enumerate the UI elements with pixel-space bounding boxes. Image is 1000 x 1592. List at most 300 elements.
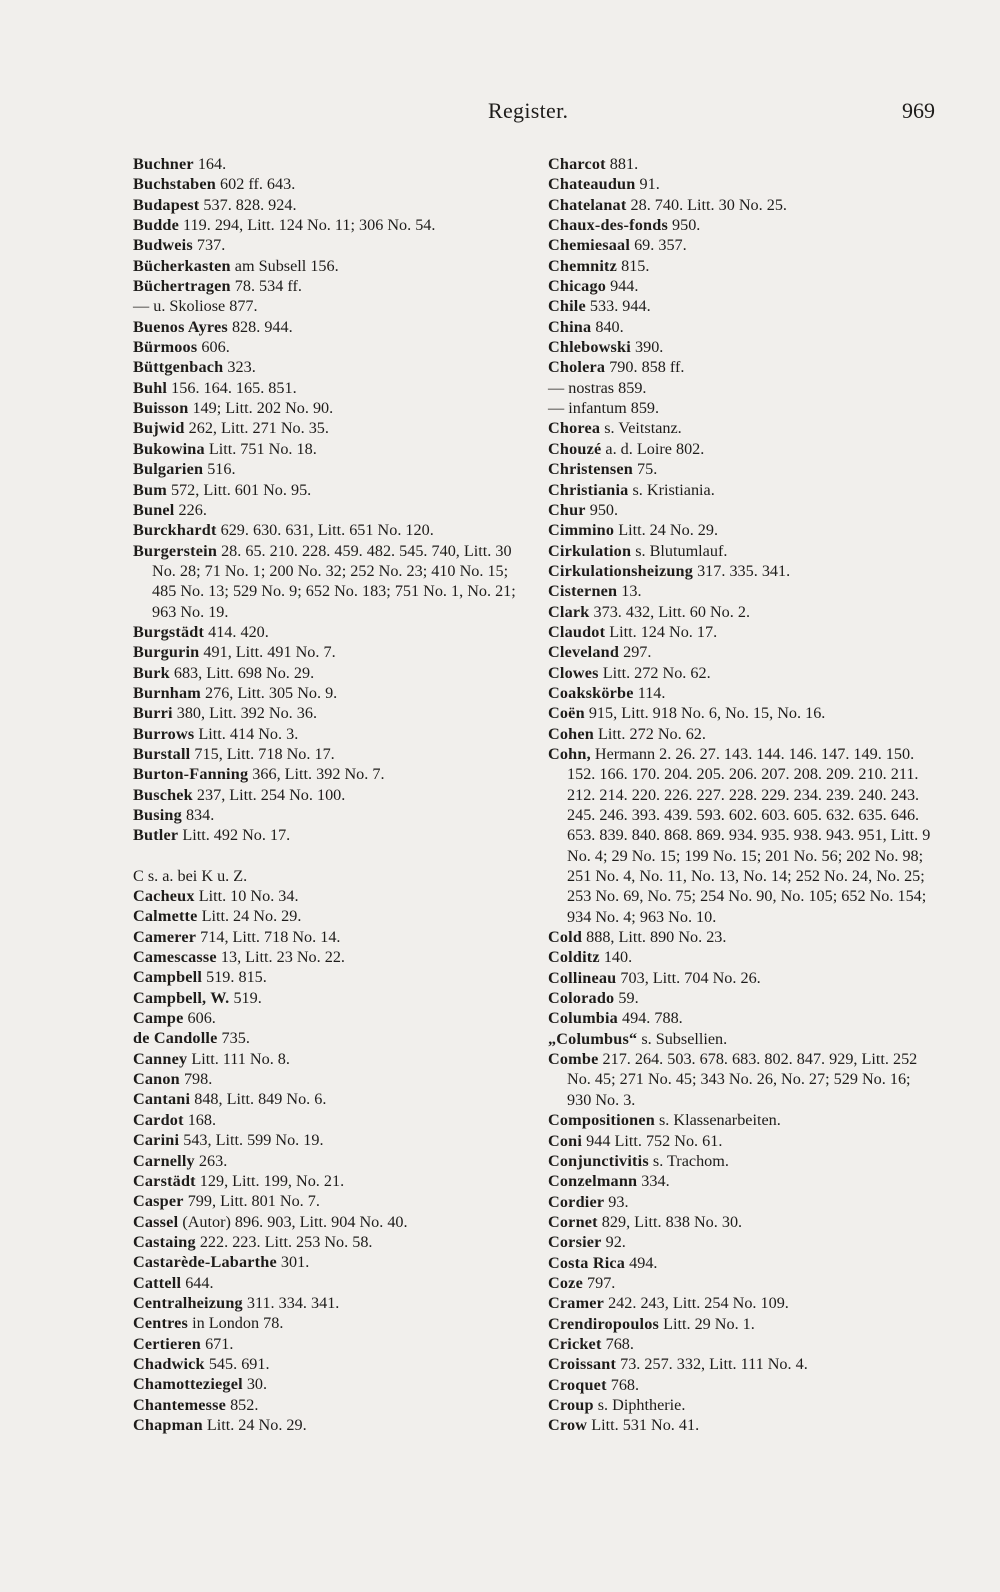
index-entry-references: 519. 815. [202, 968, 267, 987]
index-entry-references: 840. [591, 317, 624, 336]
index-entry [133, 1008, 518, 1028]
index-entry-references: 262, Litt. 271 No. 35. [184, 419, 329, 438]
index-entry [133, 866, 518, 886]
index-entry-references: 683, Litt. 698 No. 29. [169, 663, 315, 682]
index-entry [548, 622, 933, 642]
index-entry-headword: Cleveland [548, 643, 620, 662]
index-entry-references: 222. 223. Litt. 253 No. 58. [195, 1232, 373, 1251]
index-entry-references: 114. [633, 683, 666, 702]
index-entry-headword: Bulgarien [133, 460, 204, 479]
index-entry-headword: Bukowina [133, 439, 205, 458]
index-entry-references: 852. [226, 1395, 259, 1414]
index-entry [133, 663, 518, 683]
page-number: 969 [902, 98, 935, 123]
index-entry-references: 944. [606, 277, 639, 296]
index-entry [548, 1273, 933, 1293]
index-entry [548, 418, 933, 438]
index-entry [133, 174, 518, 194]
index-entry-references: 92. [601, 1233, 626, 1252]
index-entry-headword: Croissant [548, 1355, 617, 1374]
index-entry-references: s. Kristiania. [628, 480, 715, 499]
index-entry [133, 764, 518, 784]
index-entry-references: 73. 257. 332, Litt. 111 No. 4. [616, 1355, 808, 1374]
index-entry-references: C s. a. bei K u. Z. [133, 866, 248, 885]
index-entry-references: 78. 534 ff. [230, 277, 302, 296]
page-header [0, 98, 1000, 128]
index-entry-headword: Budweis [133, 236, 193, 255]
index-entry [133, 1354, 518, 1374]
index-entry-references: 815. [617, 256, 650, 275]
index-entry [548, 1131, 933, 1151]
index-entry-references: 263. [194, 1151, 228, 1170]
index-entry [548, 1293, 933, 1313]
index-entry [133, 1110, 518, 1130]
index-entry-headword: Bum [133, 480, 167, 499]
index-entry-references: 13. [617, 582, 642, 601]
index-entry-headword: Centres [133, 1314, 189, 1333]
index-entry-references: 798. [179, 1070, 213, 1089]
index-entry-headword: Conjunctivitis [548, 1151, 649, 1170]
index-entry-references: 602 ff. 643. [215, 175, 296, 194]
index-entry-headword: Chicago [548, 277, 607, 296]
index-entry-headword: Chateaudun [548, 175, 636, 194]
index-entry [133, 1191, 518, 1211]
index-entry-headword: Castaing [133, 1232, 196, 1251]
index-entry-headword: Collineau [548, 968, 617, 987]
index-entry-references: 768. [601, 1334, 634, 1353]
index-entry-references: 494. [625, 1253, 658, 1272]
index-entry [548, 276, 933, 296]
index-entry [133, 1293, 518, 1313]
index-entry-references: Litt. 24 No. 29. [202, 1415, 307, 1434]
index-entry-references: 714, Litt. 718 No. 14. [196, 927, 341, 946]
index-entry-headword: Cholera [548, 358, 606, 377]
index-entry-references: in London 78. [188, 1314, 284, 1333]
index-entry-references: 888, Litt. 890 No. 23. [582, 928, 727, 947]
index-entry-headword: Coni [548, 1131, 583, 1150]
index-entry-references: Litt. 751 No. 18. [204, 439, 317, 458]
index-entry-references: 790. 858 ff. [605, 358, 685, 377]
index-entry-headword: Büttgenbach [133, 358, 224, 377]
index-entry [133, 703, 518, 723]
index-entry-references: 390. [630, 338, 664, 357]
index-entry-headword: Compositionen [548, 1111, 655, 1130]
index-entry-headword: Budapest [133, 195, 200, 214]
index-entry-headword: Chatelanat [548, 195, 627, 214]
index-entry-references: Litt. 414 No. 3. [194, 724, 299, 743]
index-entry-headword: Centralheizung [133, 1293, 243, 1312]
index-entry-references: Litt. 29 No. 1. [659, 1314, 755, 1333]
index-entry [548, 1151, 933, 1171]
index-entry [133, 622, 518, 642]
index-entry [548, 1354, 933, 1374]
index-entry [548, 195, 933, 215]
index-entry-headword: Campe [133, 1009, 184, 1028]
index-entry [133, 337, 518, 357]
index-entry [133, 195, 518, 215]
index-entry-references: — u. Skoliose 877. [133, 297, 258, 316]
index-entry [133, 825, 518, 845]
index-entry-references: Litt. 272 No. 62. [598, 663, 711, 682]
index-entry-references: 543, Litt. 599 No. 19. [179, 1131, 324, 1150]
index-entry-headword: Cimmino [548, 521, 615, 540]
index-entry [133, 418, 518, 438]
index-entry-references: s. Diphtherie. [593, 1395, 686, 1414]
index-entry-headword: Cacheux [133, 887, 195, 906]
index-entry-references: 242. 243, Litt. 254 No. 109. [604, 1294, 789, 1313]
index-entry-headword: Chile [548, 297, 586, 316]
index-entry [133, 1252, 518, 1272]
index-entry-headword: Burgerstein [133, 541, 218, 560]
index-entry-headword: Croquet [548, 1375, 607, 1394]
index-entry [548, 256, 933, 276]
index-entry [133, 357, 518, 377]
index-entry-references: 671. [201, 1334, 234, 1353]
index-entry-headword: Budde [133, 216, 179, 235]
index-entry [548, 724, 933, 744]
index-entry-references: 168. [183, 1110, 217, 1129]
index-entry-headword: Colditz [548, 948, 600, 967]
index-entry-references: Litt. 531 No. 41. [587, 1416, 700, 1435]
index-entry-headword: Buchner [133, 155, 194, 173]
index-entry-references: 373. 432, Litt. 60 No. 2. [589, 602, 750, 621]
index-entry-references: 414. 420. [204, 622, 269, 641]
index-entry-headword: Bujwid [133, 419, 185, 438]
index-entry [548, 561, 933, 581]
index-entry-references: 28. 65. 210. 228. 459. 482. 545. 740, Litt. 30 No. 28; 71 No. 1; 200 No. 32; 252 No. 23; 410 No. 15; 485 No. 13; 529 No. 9; 652 No. 183; 751 No. 1, No. 21; 963 No. 19. [152, 541, 516, 621]
index-entry-references: am Subsell 156. [230, 256, 339, 275]
index-entry-headword: Bunel [133, 500, 175, 519]
index-entry-references: Litt. 10 No. 34. [194, 887, 299, 906]
index-entry [133, 541, 518, 622]
index-entry-headword: Carini [133, 1131, 180, 1150]
index-entry-references: 797. [582, 1273, 616, 1292]
index-entry-references: 119. 294, Litt. 124 No. 11; 306 No. 54. [179, 216, 436, 235]
index-entry-references: 13, Litt. 23 No. 22. [216, 948, 345, 967]
index-entry-headword: Coze [548, 1273, 583, 1292]
index-entry-headword: Chouzé [548, 439, 602, 458]
index-entry [133, 500, 518, 520]
index-entry [548, 1375, 933, 1395]
index-entry-references: 915, Litt. 918 No. 6, No. 15, No. 16. [584, 704, 826, 723]
index-entry [133, 988, 518, 1008]
index-entry [548, 337, 933, 357]
index-entry-references: 140. [599, 948, 633, 967]
index-entry [548, 541, 933, 561]
index-entry-references: 950. [585, 500, 619, 519]
index-entry-references: 311. 334. 341. [242, 1293, 340, 1312]
index-entry-headword: Burrows [133, 724, 195, 743]
index-entry [548, 1314, 933, 1334]
index-entry-headword: Christensen [548, 460, 633, 479]
index-entry [548, 1334, 933, 1354]
index-entry [133, 947, 518, 967]
index-entry-references: 606. [183, 1009, 216, 1028]
index-entry [133, 154, 518, 174]
index-entry-headword: Buisson [133, 399, 189, 418]
index-entry [133, 1089, 518, 1109]
index-entry-references: 91. [635, 175, 660, 194]
index-entry [133, 296, 518, 316]
index-entry-references: 644. [181, 1273, 214, 1292]
index-entry-headword: Canon [133, 1070, 180, 1089]
index-entry-headword: Camescasse [133, 948, 217, 967]
index-entry-headword: Butler [133, 826, 179, 845]
index-entry [548, 1192, 933, 1212]
index-entry [548, 235, 933, 255]
index-entry [548, 1232, 933, 1252]
index-entry-references: 237, Litt. 254 No. 100. [192, 785, 346, 804]
index-entry [548, 744, 933, 927]
index-entry [548, 683, 933, 703]
index-column-left [133, 154, 518, 1435]
index-entry-references: 297. [619, 643, 652, 662]
index-entry-references: — infantum 859. [548, 399, 660, 418]
index-entry-headword: Cassel [133, 1212, 179, 1231]
index-entry-headword: Chamotteziegel [133, 1375, 243, 1394]
index-entry-references: 93. [604, 1192, 629, 1211]
index-entry-references: 301. [276, 1253, 310, 1272]
index-entry-references: 768. [606, 1375, 640, 1394]
index-entry [133, 1151, 518, 1171]
index-entry-headword: Chemnitz [548, 256, 618, 275]
index-entry-headword: Calmette [133, 907, 198, 926]
index-entry-references: 226. [174, 500, 207, 519]
index-entry-headword: Cohen [548, 724, 594, 743]
index-entry-headword: „Columbus“ [548, 1029, 638, 1048]
index-entry-headword: Burgstädt [133, 622, 205, 641]
index-entry-headword: Burgurin [133, 643, 200, 662]
index-entry-headword: Claudot [548, 622, 606, 641]
index-entry-references: 323. [223, 358, 256, 377]
index-entry [133, 1232, 518, 1252]
index-entry-references: 533. 944. [585, 297, 651, 316]
index-entry-headword: Chaux-des-fonds [548, 216, 668, 235]
index-entry-headword: Burri [133, 704, 173, 723]
index-entry-references: 834. [181, 806, 215, 824]
index-entry-references: Litt. 492 No. 17. [178, 826, 291, 845]
index-entry-headword: Cohn, [548, 744, 591, 763]
index-entry [548, 642, 933, 662]
index-entry-references: 737. [192, 236, 226, 255]
index-entry [548, 378, 933, 398]
index-entry-references: 944 Litt. 752 No. 61. [582, 1131, 723, 1150]
index-entry-headword: Clark [548, 602, 590, 621]
index-entry-headword: Chur [548, 500, 586, 519]
index-entry [133, 1273, 518, 1293]
index-entry-references: — nostras 859. [548, 378, 647, 397]
index-entry-headword: China [548, 317, 592, 336]
index-entry-headword: Cardot [133, 1110, 184, 1129]
index-entry [548, 663, 933, 683]
index-entry [548, 357, 933, 377]
index-entry-references: 519. [229, 988, 262, 1007]
index-entry-headword: Chlebowski [548, 338, 631, 357]
index-entry-references: 545. 691. [204, 1354, 270, 1373]
index-entry-references: Litt. 111 No. 8. [187, 1049, 290, 1068]
index-entry-headword: Crendiropoulos [548, 1314, 660, 1333]
index-entry-references: s. Blutumlauf. [631, 541, 728, 560]
index-entry-references: 129, Litt. 199, No. 21. [195, 1171, 345, 1190]
index-entry-headword: Conzelmann [548, 1172, 638, 1191]
index-entry-references: 217. 264. 503. 678. 683. 802. 847. 929, Litt. 252 No. 45; 271 No. 45; 343 No. 26, No. 27; 529 No. 16; 930 No. 3. [567, 1050, 918, 1109]
index-entry-headword: Colorado [548, 989, 615, 1008]
index-entry-references: 164. [193, 155, 227, 173]
index-entry-headword: Busing [133, 806, 182, 824]
index-entry [133, 967, 518, 987]
index-entry [548, 296, 933, 316]
index-entry [133, 1415, 518, 1435]
index-entry [133, 642, 518, 662]
index-entry-references: 703, Litt. 704 No. 26. [616, 968, 761, 987]
index-entry-headword: Camerer [133, 927, 197, 946]
index-entry-headword: Cordier [548, 1192, 605, 1211]
index-entry [133, 256, 518, 276]
index-entry [548, 1395, 933, 1415]
index-entry-headword: Carnelly [133, 1151, 195, 1170]
index-entry-references: 828. 944. [227, 317, 293, 336]
index-entry [133, 886, 518, 906]
index-entry [548, 703, 933, 723]
index-entry [548, 317, 933, 337]
index-entry-references: Litt. 272 No. 62. [593, 724, 706, 743]
index-entry-references: 848, Litt. 849 No. 6. [190, 1090, 327, 1109]
index-entry-references: s. Klassenarbeiten. [654, 1111, 781, 1130]
index-entry-headword: Buenos Ayres [133, 317, 228, 336]
index-entry-references: Litt. 124 No. 17. [605, 622, 718, 641]
index-entry [548, 439, 933, 459]
index-entry-headword: Casper [133, 1192, 184, 1211]
index-entry-references: 156. 164. 165. 851. [167, 378, 297, 397]
index-entry-references: 366, Litt. 392 No. 7. [248, 765, 385, 784]
index-entry-references: 30. [242, 1375, 268, 1394]
index-entry [133, 724, 518, 744]
index-entry [133, 744, 518, 764]
index-entry [548, 602, 933, 622]
index-entry [133, 1049, 518, 1069]
index-entry-references: 380, Litt. 392 No. 36. [172, 704, 318, 723]
index-entry-headword: Campbell [133, 968, 203, 987]
index-entry-references: Hermann 2. 26. 27. 143. 144. 146. 147. 149. 150. 152. 166. 170. 204. 205. 206. 207. 208. 209. 210. 211. 212. 214. 220. 226. 227. 228. 229. 234. 239. 240. 243. 245. 246. 393. 439. 593. 602. 603. 605. 632. 635. 646. 653. 839. 840. 868. 869. 934. 935. 938. 943. 951, Litt. 9 No. 4; 29 No. 15; 199 No. 15; 201 No. 56; 202 No. 98; 251 No. 4, No. 11, No. 13, No. 14; 252 No. 24, No. 25; 253 No. 69, No. 75; 254 No. 90, No. 105; 652 No. 154; 934 No. 4; 963 No. 10. [567, 744, 931, 926]
index-entry-references: 69. 357. [630, 236, 687, 255]
index-entry-headword: Cirkulation [548, 541, 632, 560]
index-entry [133, 785, 518, 805]
index-entry-headword: Bürmoos [133, 338, 198, 357]
index-entry [133, 439, 518, 459]
index-entry [548, 988, 933, 1008]
index-entry [133, 1395, 518, 1415]
index-entry-headword: Cramer [548, 1294, 605, 1313]
index-entry-headword: Castarède-Labarthe [133, 1253, 277, 1272]
index-entry-headword: Buhl [133, 378, 168, 397]
index-entry [133, 1334, 518, 1354]
index-entry [133, 683, 518, 703]
index-entry [133, 927, 518, 947]
index-entry [133, 906, 518, 926]
index-entry-headword: Burk [133, 663, 170, 682]
index-entry-references: 572, Litt. 601 No. 95. [166, 480, 312, 499]
index-entry [548, 1008, 933, 1028]
index-entry-references: 950. [667, 216, 701, 235]
index-entry-headword: Chadwick [133, 1354, 205, 1373]
index-entry-headword: Clowes [548, 663, 599, 682]
index-entry [548, 1110, 933, 1130]
index-entry [133, 1069, 518, 1089]
index-entry-references: 606. [197, 338, 230, 357]
index-entry-references: 276, Litt. 305 No. 9. [200, 683, 338, 702]
index-entry [548, 1212, 933, 1232]
index-entry-headword: Burckhardt [133, 521, 217, 540]
index-entry-references: 629. 630. 631, Litt. 651 No. 120. [216, 521, 434, 540]
index-entry [548, 581, 933, 601]
index-entry-references: 75. [632, 460, 658, 479]
index-entry-headword: Coakskörbe [548, 683, 634, 702]
index-entry-references: 494. 788. [617, 1009, 683, 1028]
index-entry-headword: Carstädt [133, 1171, 196, 1190]
index-entry-headword: Canney [133, 1049, 188, 1068]
index-entry-headword: Costa Rica [548, 1253, 626, 1272]
index-entry-headword: Bücherkasten [133, 256, 231, 275]
index-entry [133, 1130, 518, 1150]
index-entry-references: s. Subsellien. [637, 1029, 728, 1048]
index-entry-headword: Büchertragen [133, 277, 231, 296]
index-entry [548, 398, 933, 418]
index-entry-headword: Burton-Fanning [133, 765, 249, 784]
index-entry-headword: Combe [548, 1050, 599, 1069]
index-entry-references: 715, Litt. 718 No. 17. [190, 744, 335, 763]
index-entry-headword: Cantani [133, 1090, 191, 1109]
index-entry-headword: Chapman [133, 1415, 203, 1434]
index-entry-references: (Autor) 896. 903, Litt. 904 No. 40. [178, 1212, 408, 1231]
index-entry-headword: Cisternen [548, 582, 618, 601]
index-entry [548, 947, 933, 967]
index-entry [133, 1212, 518, 1232]
index-entry [548, 927, 933, 947]
index-entry-headword: Burstall [133, 744, 191, 763]
index-entry [548, 1029, 933, 1049]
index-entry-headword: Cirkulationsheizung [548, 561, 694, 580]
index-entry-headword: Cattell [133, 1273, 182, 1292]
index-entry-references: 537. 828. 924. [199, 195, 297, 214]
index-entry-headword: Cold [548, 928, 583, 947]
index-entry-references: a. d. Loire 802. [601, 439, 705, 458]
index-entry-headword: de Candolle [133, 1029, 218, 1048]
index-entry-headword: Crow [548, 1416, 588, 1435]
index-entry [133, 398, 518, 418]
index-column-right [548, 154, 933, 1436]
index-entry-headword: Burnham [133, 683, 201, 702]
index-entry-headword: Cricket [548, 1334, 602, 1353]
index-entry [133, 378, 518, 398]
index-entry [548, 1049, 933, 1110]
index-entry-references: s. Veitstanz. [600, 419, 682, 438]
index-entry-headword: Croup [548, 1395, 594, 1414]
index-entry-headword: Charcot [548, 155, 606, 173]
index-entry-references: Litt. 24 No. 29. [614, 521, 719, 540]
index-entry [133, 276, 518, 296]
index-entry-headword: Buschek [133, 785, 193, 804]
index-entry [133, 459, 518, 479]
index-entry-headword: Chemiesaal [548, 236, 631, 255]
index-entry-headword: Campbell, W. [133, 988, 230, 1007]
index-entry-headword: Buchstaben [133, 175, 216, 194]
index-entry [548, 1171, 933, 1191]
index-entry [133, 480, 518, 500]
index-entry [548, 968, 933, 988]
page-title: Register. [488, 98, 569, 123]
index-entry-references: 149; Litt. 202 No. 90. [188, 399, 334, 418]
index-entry [548, 459, 933, 479]
